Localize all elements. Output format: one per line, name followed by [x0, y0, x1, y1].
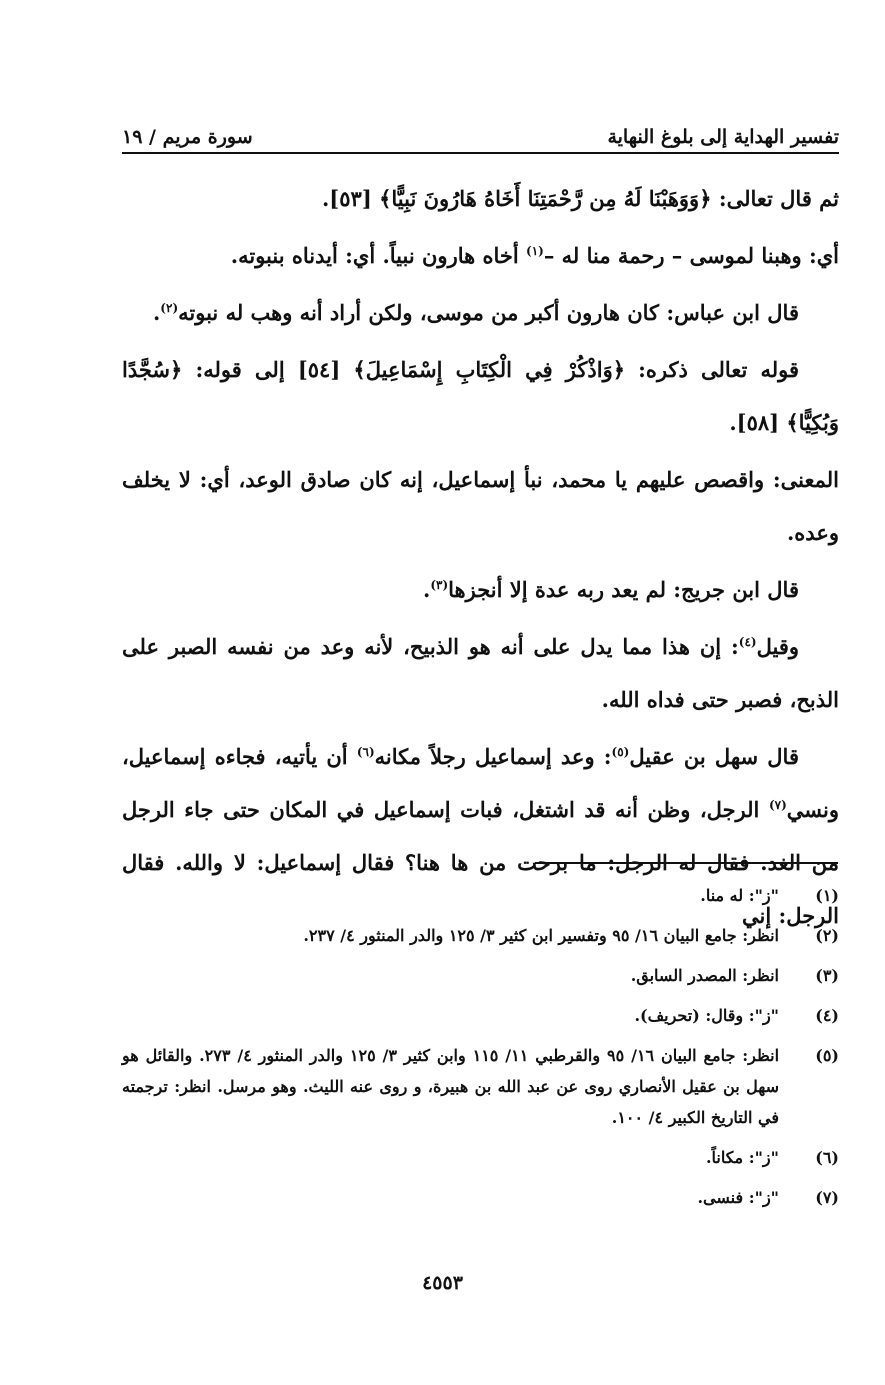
footnote-item: [122, 1182, 839, 1213]
paragraph: قال ابن جريج: لم يعد ربه عدة إلا أنجزها$^{(٣)}$.: [423, 577, 799, 602]
footnote-ref: (١): [526, 244, 544, 258]
footnote-text: انظر: المصدر السابق.: [630, 966, 779, 985]
quran-verse: ﴿وَوَهَبْنَا لَهُ مِن رَّحْمَتِنَا أَخَاهُ هَارُونَ نَبِيًّا﴾: [379, 186, 712, 211]
quran-verse: ﴿سُجَّدًا وَبُكِيًّا﴾: [122, 357, 839, 435]
footnote-ref: (٥): [611, 745, 630, 759]
footnote-text: "ز": مكاناً.: [705, 1148, 779, 1167]
footnote-number: (٧): [815, 1188, 839, 1207]
paragraph: قال ابن عباس: كان هارون أكبر من موسى، ولكن أراد أنه وهب له نبوته$^{(٢)}$.: [152, 300, 799, 325]
paragraph: وقيل$^{(٤)}$: إن هذا مما يدل على أنه هو الذبيح، لأنه وعد من نفسه الصبر على الذبح، فصبر حتى فداه الله.: [122, 634, 839, 712]
footnote-text: "ز": له منا.: [700, 886, 779, 905]
paragraph: ثم قال تعالى: ﴿وَوَهَبْنَا لَهُ مِن رَّحْمَتِنَا أَخَاهُ هَارُونَ نَبِيًّا﴾ [٥٣].: [322, 186, 839, 211]
paragraph: قال سهل بن عقيل$^{(٥)}$: وعد إسماعيل رجلاً مكانه$^{(٦)}$ أن يأتيه، فجاءه إسماعيل، ونسي$^{(٧)}$ الرجل، وظن أنه قد اشتغل، فبات إسماعيل في المكان حتى جاء الرجل من الغد. فقال له الرجل: ما برحت من ها هنا؟ فقال إسماعيل: لا والله. فقال الرجل: إني: [122, 744, 840, 928]
footnote-ref: (٤): [738, 635, 757, 649]
footnote-text: "ز": وقال: (تحريف).: [634, 1006, 779, 1025]
footnote-item: [122, 1040, 839, 1133]
footnote-item: [122, 880, 839, 911]
footnotes-section: [122, 880, 839, 1222]
footnote-divider: [535, 862, 838, 864]
footnote-item: [122, 1142, 839, 1173]
footnote-number: (٣): [815, 966, 839, 985]
footnote-ref: (٣): [430, 578, 449, 592]
quran-verse: ﴿وَاذْكُرْ فِي الْكِتَابِ إِسْمَاعِيلَ﴾: [353, 357, 626, 382]
footnote-text: انظر: جامع البيان ١٦/ ٩٥ والقرطبي ١١/ ١١٥ وابن كثير ٣/ ١٢٥ والدر المنثور ٤/ ٢٧٣. والقائل هو سهل بن عقيل الأنصاري روى عن عبد الله بن هبيرة، و روى عنه الليث. وهو مرسل. انظر: ترجمته في التاريخ الكبير ٤/ ١٠٠.: [122, 1046, 780, 1127]
footnote-ref: (٦): [356, 745, 375, 759]
surah-label: سورة مريم / ١٩: [122, 126, 253, 148]
footnote-item: [122, 920, 839, 951]
footnote-text: انظر: جامع البيان ١٦/ ٩٥ وتفسير ابن كثير ٣/ ١٢٥ والدر المنثور ٤/ ٢٣٧.: [303, 926, 779, 945]
footnote-item: [122, 960, 839, 991]
footnote-ref: (٢): [160, 301, 179, 315]
paragraph: قوله تعالى ذكره: ﴿وَاذْكُرْ فِي الْكِتَابِ إِسْمَاعِيلَ﴾ [٥٤] إلى قوله: ﴿سُجَّدًا وَبُكِيًّا﴾ [٥٨].: [122, 357, 839, 435]
footnote-text: "ز": فنسى.: [697, 1188, 779, 1207]
footnote-number: (١): [815, 886, 839, 905]
running-header: [122, 112, 839, 154]
footnote-ref: (٧): [768, 798, 787, 812]
footnote-number: (٤): [815, 1006, 839, 1025]
footnote-item: [122, 1000, 839, 1031]
paragraph: المعنى: واقصص عليهم يا محمد، نبأ إسماعيل، إنه كان صادق الوعد، أي: لا يخلف وعده.: [122, 467, 839, 545]
main-text: [122, 172, 839, 946]
footnote-number: (٢): [815, 926, 839, 945]
footnote-number: (٦): [815, 1148, 839, 1167]
paragraph: أي: وهبنا لموسى – رحمة منا له –$^{(١)}$ أخاه هارون نبياً. أي: أيدناه بنبوته.: [230, 243, 839, 268]
book-title: تفسير الهداية إلى بلوغ النهاية: [607, 126, 839, 148]
page-number: ٤٥٥٣: [422, 1272, 463, 1294]
footnote-number: (٥): [815, 1046, 839, 1065]
